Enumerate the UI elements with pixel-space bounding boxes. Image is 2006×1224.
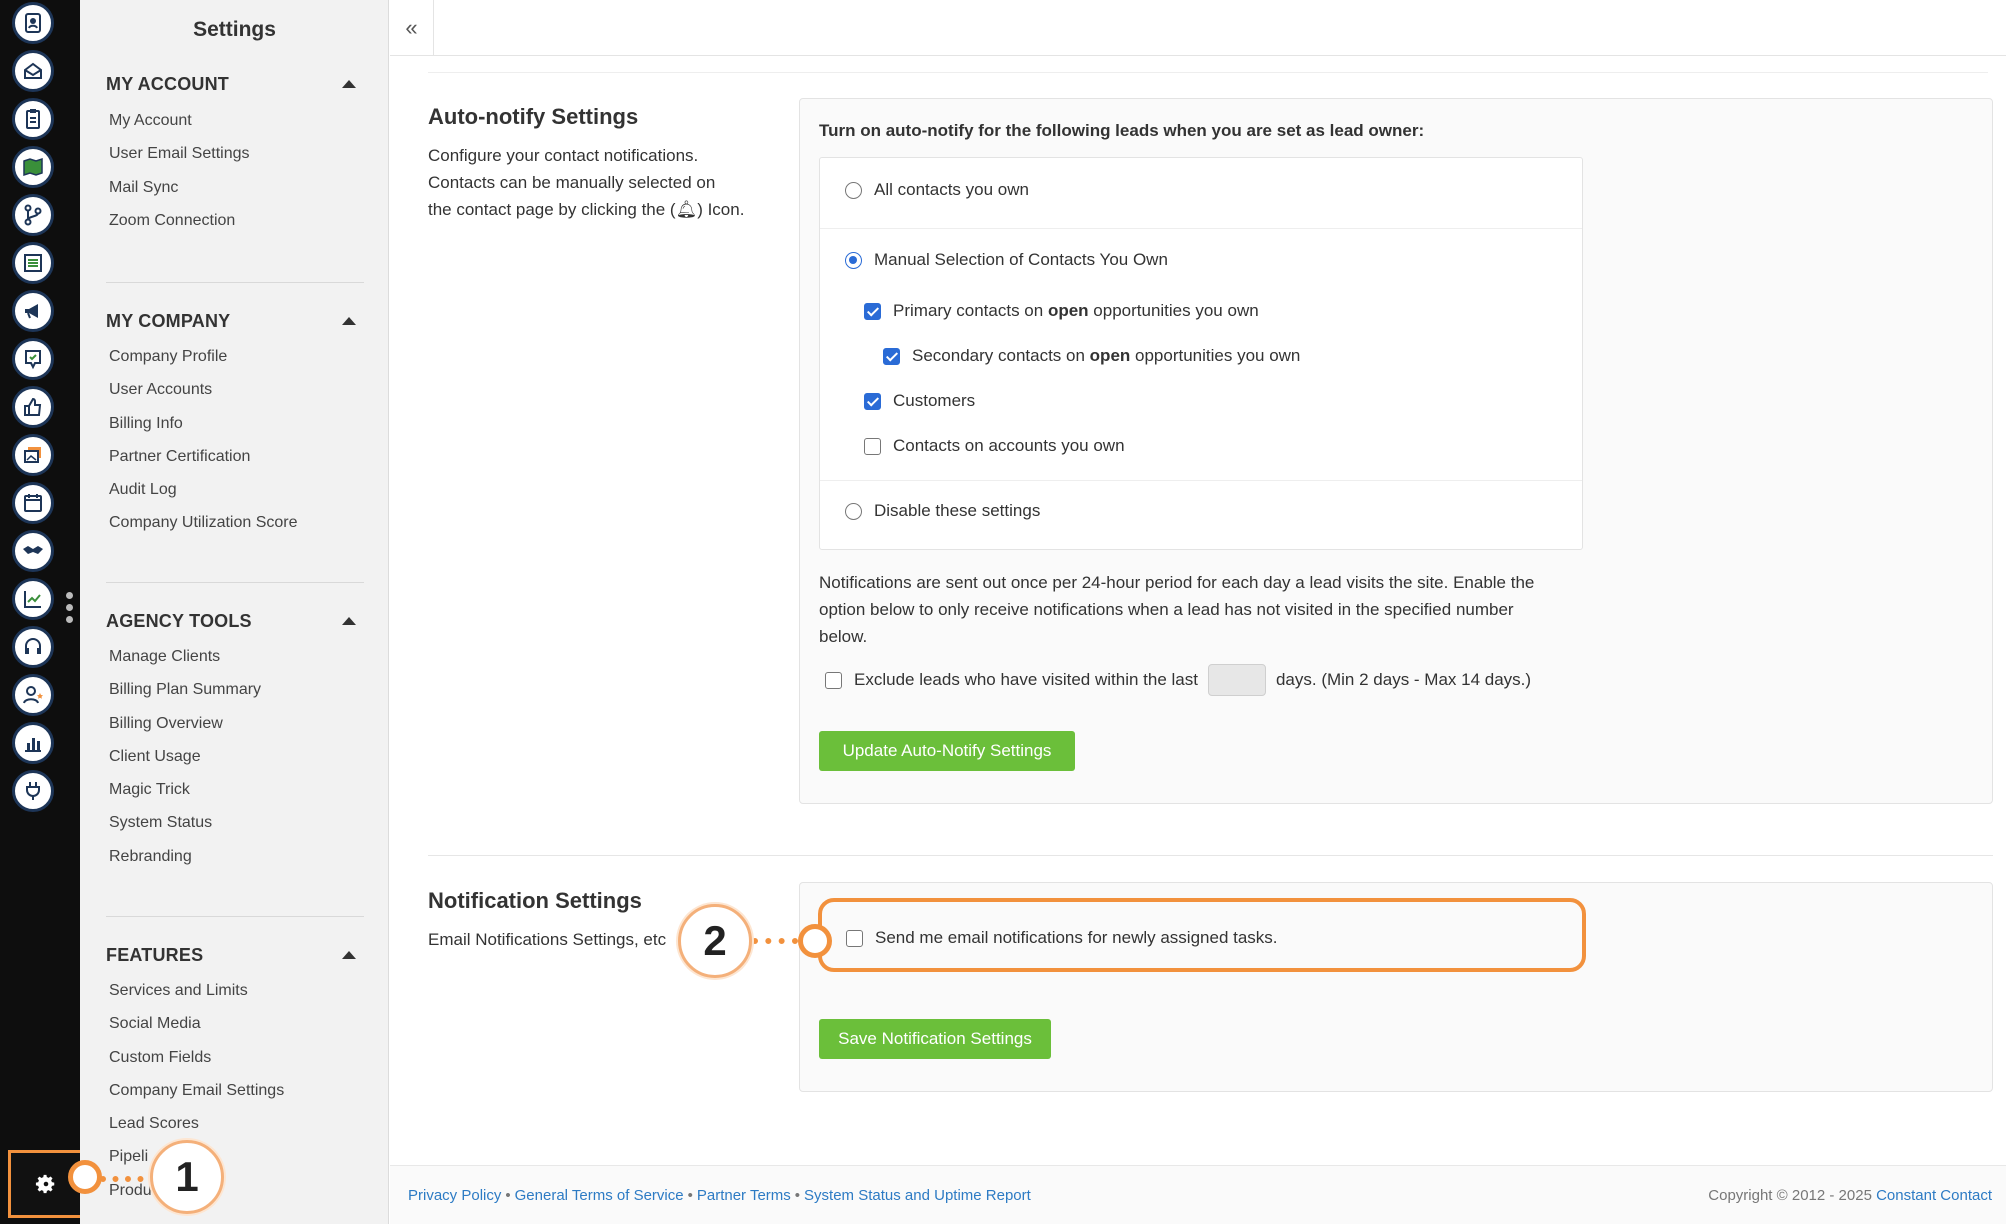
calendar-icon[interactable] [12,482,54,524]
radio-manual-selection[interactable] [845,252,862,269]
callout-highlight-box [818,898,1586,972]
auto-notify-heading: Turn on auto-notify for the following leads when you are set as lead owner: [819,121,1425,140]
option-disable[interactable] [845,501,1040,521]
contact-options-box [819,157,1583,550]
copyright-text: Copyright © 2012 - 2025 [1708,1187,1877,1204]
description-text: ) Icon. [697,200,745,219]
privacy-policy-link[interactable]: Privacy Policy [408,1187,502,1204]
collapse-caret-icon[interactable] [342,617,356,625]
sidebar-item-company-email-settings[interactable]: Company Email Settings [109,1081,285,1099]
system-status-link[interactable]: System Status and Uptime Report [804,1187,1031,1204]
sidebar-item-billing-info[interactable]: Billing Info [109,414,183,432]
inbox-icon[interactable] [12,50,54,92]
list-icon[interactable] [12,242,54,284]
callout-number-1: 1 [150,1140,224,1214]
collapse-caret-icon[interactable] [342,317,356,325]
divider [820,480,1582,481]
auto-notify-title: Auto-notify Settings [428,104,639,129]
sidebar-item-user-accounts[interactable]: User Accounts [109,381,213,399]
sidebar-item-lead-scores[interactable]: Lead Scores [109,1115,199,1133]
bar-chart-icon[interactable] [12,722,54,764]
callout-connector [100,1176,156,1182]
divider [820,228,1582,229]
clipboard-icon[interactable] [12,98,54,140]
update-auto-notify-button[interactable]: Update Auto-Notify Settings [819,731,1075,771]
sidebar-item-partner-certification[interactable]: Partner Certification [109,447,251,465]
section-agency-tools [106,582,364,873]
map-icon[interactable] [12,146,54,188]
sidebar-item-manage-clients[interactable]: Manage Clients [109,648,221,665]
sidebar-item-system-status[interactable]: System Status [109,814,213,832]
sidebar-item-billing-overview[interactable]: Billing Overview [109,714,223,732]
sidebar-item-company-utilization-score[interactable]: Company Utilization Score [109,514,298,532]
days-input[interactable] [1208,664,1266,696]
section-header[interactable] [106,282,364,340]
gear-icon [35,1173,57,1195]
checkbox-exclude-visited[interactable] [825,672,842,689]
section-title: AGENCY TOOLS [106,611,252,631]
sidebar-item-services-and-limits[interactable]: Services and Limits [109,982,248,999]
top-bar [390,0,2006,56]
analytics-icon[interactable] [12,578,54,620]
save-notification-button[interactable]: Save Notification Settings [819,1019,1051,1059]
option-accounts[interactable] [864,436,1125,456]
sidebar-item-company-profile[interactable]: Company Profile [109,348,228,365]
label-emphasis: open [1089,346,1131,365]
sidebar-item-zoom-connection[interactable]: Zoom Connection [109,211,236,229]
section-header[interactable] [106,582,364,640]
option-primary-contacts[interactable] [864,301,1259,321]
sidebar-item-custom-fields[interactable]: Custom Fields [109,1048,212,1066]
checkbox-accounts[interactable] [864,438,881,455]
sidebar-item-audit-log[interactable]: Audit Log [109,481,177,499]
section-my-account [106,74,364,237]
separator: • [794,1187,801,1204]
sidebar-item-pipelines[interactable]: Pipeli [109,1148,149,1166]
user-star-icon[interactable] [12,674,54,716]
notification-settings-description: Email Notifications Settings, etc [428,930,667,949]
resize-grip[interactable] [66,592,74,626]
thumbs-up-icon[interactable] [12,386,54,428]
footer [390,1165,2006,1224]
checkbox-secondary-contacts[interactable] [883,348,900,365]
note-line: Notifications are sent out once per 24-hour period for each day a lead visits the site. Enable the [819,573,1535,592]
exclude-label: Exclude leads who have visited within the last [854,670,1198,689]
exclude-visited-row [825,664,1531,696]
sidebar-item-products[interactable]: Produ [109,1181,152,1199]
section-title: FEATURES [106,945,204,965]
label-text: Primary contacts on [893,301,1048,320]
partner-terms-link[interactable]: Partner Terms [696,1187,791,1204]
label-text: opportunities you own [1130,346,1301,365]
option-customers[interactable] [864,391,975,411]
divider [428,855,1993,856]
sidebar-title: Settings [193,18,276,41]
radio-disable[interactable] [845,503,862,520]
branch-icon[interactable] [12,194,54,236]
days-suffix: days. (Min 2 days - Max 14 days.) [1275,670,1532,689]
option-label [912,346,1300,366]
radio-all-contacts[interactable] [845,182,862,199]
description-line: Configure your contact notifications. [428,146,699,165]
separator: • [687,1187,693,1204]
contacts-icon[interactable] [12,2,54,44]
images-icon[interactable] [12,434,54,476]
sidebar-item-my-account[interactable]: My Account [109,112,192,129]
option-secondary-contacts[interactable] [883,346,1300,366]
option-label: Manual Selection of Contacts You Own [874,250,1168,269]
separator: • [505,1187,511,1204]
section-features [106,916,364,1207]
callout-dot [798,924,832,958]
option-label: All contacts you own [874,180,1029,199]
description-text: the contact page by clicking the ( [428,200,676,219]
handshake-icon[interactable] [12,530,54,572]
notification-frequency-note [819,569,1599,650]
note-line: below. [819,627,868,646]
chat-icon[interactable] [12,338,54,380]
auto-notify-description [428,142,744,223]
section-title: MY ACCOUNT [106,74,229,94]
footer-links [408,1187,1031,1204]
notification-settings-title: Notification Settings [428,888,642,913]
sidebar-item-rebranding[interactable]: Rebranding [109,847,192,865]
option-all-contacts[interactable] [845,180,1029,200]
section-header[interactable] [106,74,364,104]
section-my-company [106,282,364,540]
section-header[interactable] [106,916,364,974]
copyright [1708,1187,1992,1204]
headset-icon[interactable] [12,626,54,668]
callout-dot [68,1160,102,1194]
bell-icon: 🔔︎ [675,200,698,219]
checkbox-customers[interactable] [864,393,881,410]
option-label: Send me email notifications for newly assigned tasks. [875,928,1278,947]
collapse-sidebar-button[interactable] [390,0,434,56]
description-line: Contacts can be manually selected on [428,173,716,192]
description-line [428,196,744,223]
option-label: Disable these settings [874,501,1041,520]
sidebar-item-social-media[interactable]: Social Media [109,1015,201,1033]
sidebar-item-billing-plan-summary[interactable]: Billing Plan Summary [109,681,262,699]
label-text: opportunities you own [1088,301,1259,320]
megaphone-icon[interactable] [12,290,54,332]
sidebar-item-mail-sync[interactable]: Mail Sync [109,178,179,196]
constant-contact-link[interactable]: Constant Contact [1876,1187,1992,1204]
callout-number-2: 2 [678,904,752,978]
double-chevron-left-icon: « [405,15,418,40]
callout-connector [752,938,798,944]
icon-rail [0,0,80,1224]
label-text: Secondary contacts on [912,346,1090,365]
section-title: MY COMPANY [106,311,231,331]
plug-icon[interactable] [12,770,54,812]
note-line: option below to only receive notifications when a lead has not visited in the specified number [819,600,1514,619]
sidebar-item-client-usage[interactable]: Client Usage [109,747,201,765]
collapse-caret-icon[interactable] [342,951,356,959]
option-manual-selection[interactable] [845,250,1168,270]
option-label: Contacts on accounts you own [893,436,1125,455]
option-label [893,301,1259,321]
collapse-caret-icon[interactable] [342,80,356,88]
settings-sidebar [80,0,389,1224]
sidebar-item-user-email-settings[interactable]: User Email Settings [109,145,250,163]
auto-notify-panel [799,98,1993,804]
terms-of-service-link[interactable]: General Terms of Service [514,1187,684,1204]
checkbox-primary-contacts[interactable] [864,303,881,320]
label-emphasis: open [1047,301,1089,320]
sidebar-item-magic-trick[interactable]: Magic Trick [109,781,190,799]
divider [428,72,1988,73]
option-label: Customers [893,391,976,410]
